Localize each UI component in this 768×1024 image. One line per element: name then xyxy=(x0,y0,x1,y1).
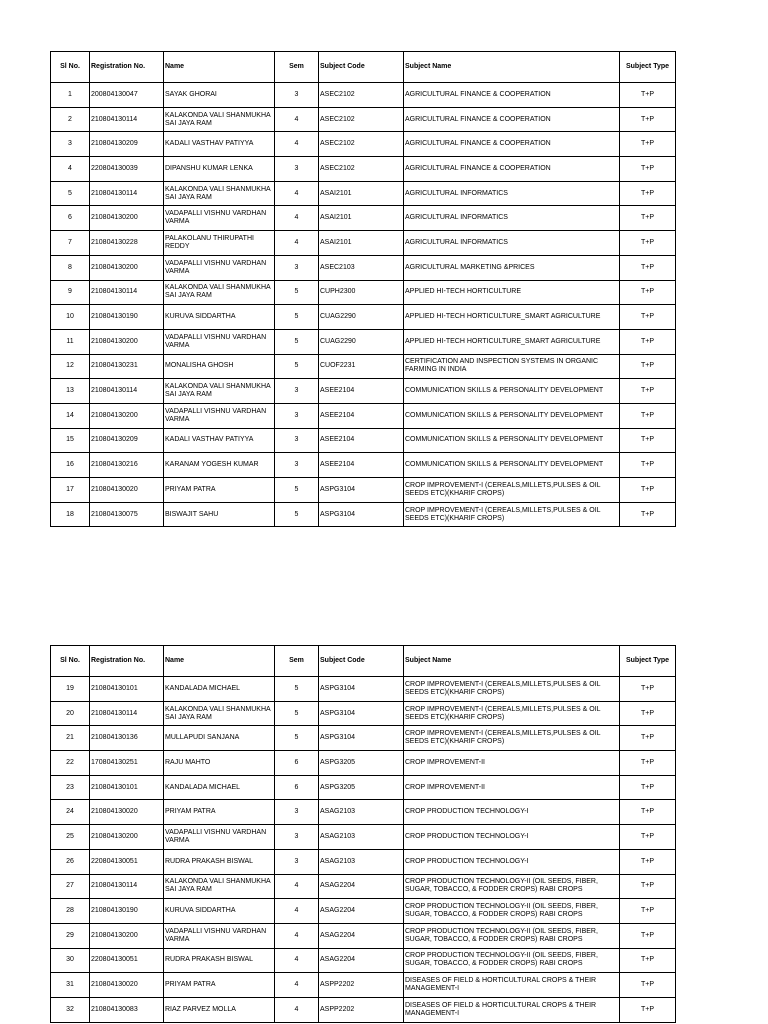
sl-no-cell: 6 xyxy=(51,206,90,231)
subject-type-cell: T+P xyxy=(620,677,676,702)
sem-cell: 6 xyxy=(275,751,319,776)
subject-code-cell: ASEE2104 xyxy=(319,403,404,428)
subject-name-cell: AGRICULTURAL FINANCE & COOPERATION xyxy=(404,132,620,157)
table-row xyxy=(51,453,676,478)
table-row xyxy=(51,305,676,330)
sem-cell: 3 xyxy=(275,800,319,825)
name-cell: KURUVA SIDDARTHA xyxy=(164,305,275,330)
sem-cell: 3 xyxy=(275,453,319,478)
subject-code-cell: ASAI2101 xyxy=(319,231,404,256)
registration-no-cell: 210804130200 xyxy=(90,206,164,231)
sl-no-cell: 3 xyxy=(51,132,90,157)
subject-type-cell: T+P xyxy=(620,899,676,924)
name-cell: PALAKOLANU THIRUPATHI REDDY xyxy=(164,231,275,256)
sl-no-cell: 27 xyxy=(51,874,90,899)
subject-code-cell: ASEE2104 xyxy=(319,379,404,404)
sem-cell: 6 xyxy=(275,775,319,800)
name-cell: VADAPALLI VISHNU VARDHAN VARMA xyxy=(164,923,275,948)
table-row xyxy=(51,379,676,404)
subject-code-cell: ASEC2103 xyxy=(319,255,404,280)
registration-no-cell: 210804130190 xyxy=(90,899,164,924)
registration-table-1 xyxy=(50,51,676,527)
sl-no-cell: 15 xyxy=(51,428,90,453)
name-cell: BISWAJIT SAHU xyxy=(164,502,275,527)
registration-no-cell: 210804130075 xyxy=(90,502,164,527)
table-row xyxy=(51,280,676,305)
table-row xyxy=(51,329,676,354)
sl-no-cell: 1 xyxy=(51,83,90,108)
subject-code-cell: ASPG3104 xyxy=(319,726,404,751)
subject-code-cell: ASPG3205 xyxy=(319,775,404,800)
table-row xyxy=(51,83,676,108)
name-cell: MONALISHA GHOSH xyxy=(164,354,275,379)
subject-code-cell: ASEC2102 xyxy=(319,157,404,182)
registration-no-cell: 220804130051 xyxy=(90,948,164,973)
registration-no-cell: 210804130136 xyxy=(90,726,164,751)
subject-name-cell: CROP PRODUCTION TECHNOLOGY-I xyxy=(404,800,620,825)
name-cell: KALAKONDA VALI SHANMUKHA SAI JAYA RAM xyxy=(164,181,275,206)
registration-no-cell: 210804130020 xyxy=(90,478,164,503)
subject-type-cell: T+P xyxy=(620,973,676,998)
table-row xyxy=(51,206,676,231)
table-row xyxy=(51,874,676,899)
name-cell: KALAKONDA VALI SHANMUKHA SAI JAYA RAM xyxy=(164,701,275,726)
sl-no-cell: 16 xyxy=(51,453,90,478)
sl-no-header: Sl No. xyxy=(51,646,90,677)
table-row xyxy=(51,181,676,206)
table-row xyxy=(51,825,676,850)
subject-name-cell: APPLIED HI-TECH HORTICULTURE_SMART AGRICULTURE xyxy=(404,305,620,330)
subject-type-cell: T+P xyxy=(620,83,676,108)
subject-type-cell: T+P xyxy=(620,255,676,280)
table-row xyxy=(51,701,676,726)
sem-cell: 3 xyxy=(275,403,319,428)
subject-name-cell: CERTIFICATION AND INSPECTION SYSTEMS IN ORGANIC FARMING IN INDIA xyxy=(404,354,620,379)
sem-cell: 3 xyxy=(275,157,319,182)
sem-cell: 5 xyxy=(275,701,319,726)
subject-type-cell: T+P xyxy=(620,849,676,874)
name-cell: RUDRA PRAKASH BISWAL xyxy=(164,948,275,973)
registration-no-cell: 210804130114 xyxy=(90,701,164,726)
registration-no-cell: 210804130101 xyxy=(90,775,164,800)
subject-type-cell: T+P xyxy=(620,502,676,527)
table-row xyxy=(51,726,676,751)
subject-code-cell: ASEC2102 xyxy=(319,107,404,132)
sem-cell: 3 xyxy=(275,825,319,850)
registration-no-cell: 220804130039 xyxy=(90,157,164,182)
subject-name-cell: DISEASES OF FIELD & HORTICULTURAL CROPS & THEIR MANAGEMENT-I xyxy=(404,973,620,998)
table-row xyxy=(51,997,676,1022)
table-header-row xyxy=(51,646,676,677)
sem-cell: 3 xyxy=(275,83,319,108)
sl-no-cell: 5 xyxy=(51,181,90,206)
subject-type-cell: T+P xyxy=(620,478,676,503)
subject-type-cell: T+P xyxy=(620,775,676,800)
registration-no-cell: 210804130200 xyxy=(90,255,164,280)
table-row xyxy=(51,923,676,948)
subject-code-cell: ASEC2102 xyxy=(319,132,404,157)
sl-no-cell: 18 xyxy=(51,502,90,527)
subject-code-cell: ASAG2103 xyxy=(319,800,404,825)
subject-type-cell: T+P xyxy=(620,132,676,157)
name-cell: KURUVA SIDDARTHA xyxy=(164,899,275,924)
subject-code-cell: ASEE2104 xyxy=(319,453,404,478)
table-row xyxy=(51,478,676,503)
registration-no-header: Registration No. xyxy=(90,52,164,83)
subject-name-cell: CROP PRODUCTION TECHNOLOGY-II (OIL SEEDS, FIBER, SUGAR, TOBACCO, & FODDER CROPS) RABI CROPS xyxy=(404,899,620,924)
sl-no-cell: 12 xyxy=(51,354,90,379)
registration-no-cell: 210804130114 xyxy=(90,874,164,899)
sl-no-cell: 14 xyxy=(51,403,90,428)
sem-cell: 4 xyxy=(275,874,319,899)
subject-name-cell: COMMUNICATION SKILLS & PERSONALITY DEVELOPMENT xyxy=(404,428,620,453)
subject-code-cell: ASAG2204 xyxy=(319,948,404,973)
subject-code-cell: ASPP2202 xyxy=(319,973,404,998)
table-row xyxy=(51,502,676,527)
name-cell: VADAPALLI VISHNU VARDHAN VARMA xyxy=(164,825,275,850)
subject-type-cell: T+P xyxy=(620,800,676,825)
registration-no-cell: 210804130114 xyxy=(90,107,164,132)
subject-name-cell: AGRICULTURAL FINANCE & COOPERATION xyxy=(404,83,620,108)
registration-no-cell: 210804130020 xyxy=(90,800,164,825)
registration-no-cell: 210804130200 xyxy=(90,923,164,948)
sem-cell: 3 xyxy=(275,428,319,453)
sl-no-cell: 19 xyxy=(51,677,90,702)
subject-name-cell: CROP IMPROVEMENT-I (CEREALS,MILLETS,PULSES & OIL SEEDS ETC)(KHARIF CROPS) xyxy=(404,502,620,527)
sl-no-cell: 13 xyxy=(51,379,90,404)
name-cell: VADAPALLI VISHNU VARDHAN VARMA xyxy=(164,403,275,428)
name-cell: RUDRA PRAKASH BISWAL xyxy=(164,849,275,874)
name-cell: PRIYAM PATRA xyxy=(164,478,275,503)
subject-code-header: Subject Code xyxy=(319,52,404,83)
sem-cell: 4 xyxy=(275,132,319,157)
table-row xyxy=(51,677,676,702)
subject-name-cell: AGRICULTURAL INFORMATICS xyxy=(404,231,620,256)
sl-no-cell: 30 xyxy=(51,948,90,973)
name-cell: PRIYAM PATRA xyxy=(164,800,275,825)
name-cell: KADALI VASTHAV PATIYYA xyxy=(164,428,275,453)
table-row xyxy=(51,899,676,924)
table-row xyxy=(51,157,676,182)
sem-cell: 5 xyxy=(275,305,319,330)
subject-type-cell: T+P xyxy=(620,329,676,354)
subject-type-cell: T+P xyxy=(620,305,676,330)
sl-no-cell: 31 xyxy=(51,973,90,998)
name-cell: MULLAPUDI SANJANA xyxy=(164,726,275,751)
registration-no-cell: 210804130209 xyxy=(90,132,164,157)
subject-name-cell: AGRICULTURAL FINANCE & COOPERATION xyxy=(404,157,620,182)
sem-cell: 4 xyxy=(275,997,319,1022)
subject-type-header: Subject Type xyxy=(620,646,676,677)
table-row xyxy=(51,354,676,379)
subject-type-cell: T+P xyxy=(620,280,676,305)
subject-code-cell: CUAG2290 xyxy=(319,305,404,330)
subject-type-cell: T+P xyxy=(620,231,676,256)
subject-type-cell: T+P xyxy=(620,997,676,1022)
subject-code-cell: ASAI2101 xyxy=(319,206,404,231)
subject-code-cell: ASPP2202 xyxy=(319,997,404,1022)
sem-header: Sem xyxy=(275,646,319,677)
sem-cell: 4 xyxy=(275,181,319,206)
subject-type-cell: T+P xyxy=(620,403,676,428)
table-row xyxy=(51,255,676,280)
sl-no-cell: 25 xyxy=(51,825,90,850)
registration-table-2 xyxy=(50,645,676,1023)
table-row xyxy=(51,775,676,800)
table-row xyxy=(51,973,676,998)
table-row xyxy=(51,107,676,132)
subject-code-cell: ASAG2103 xyxy=(319,849,404,874)
sl-no-cell: 29 xyxy=(51,923,90,948)
subject-name-cell: CROP IMPROVEMENT-I (CEREALS,MILLETS,PULSES & OIL SEEDS ETC)(KHARIF CROPS) xyxy=(404,677,620,702)
registration-no-header: Registration No. xyxy=(90,646,164,677)
subject-name-cell: APPLIED HI-TECH HORTICULTURE_SMART AGRICULTURE xyxy=(404,329,620,354)
subject-code-header: Subject Code xyxy=(319,646,404,677)
subject-code-cell: ASPG3104 xyxy=(319,502,404,527)
subject-type-cell: T+P xyxy=(620,923,676,948)
sl-no-cell: 10 xyxy=(51,305,90,330)
registration-no-cell: 210804130200 xyxy=(90,825,164,850)
sem-cell: 5 xyxy=(275,478,319,503)
subject-name-cell: CROP IMPROVEMENT-II xyxy=(404,751,620,776)
sl-no-cell: 24 xyxy=(51,800,90,825)
registration-no-cell: 210804130209 xyxy=(90,428,164,453)
subject-name-cell: COMMUNICATION SKILLS & PERSONALITY DEVELOPMENT xyxy=(404,453,620,478)
subject-type-header: Subject Type xyxy=(620,52,676,83)
table-row xyxy=(51,948,676,973)
table-row xyxy=(51,231,676,256)
sl-no-cell: 4 xyxy=(51,157,90,182)
subject-code-cell: ASPG3104 xyxy=(319,478,404,503)
subject-type-cell: T+P xyxy=(620,206,676,231)
subject-code-cell: ASAI2101 xyxy=(319,181,404,206)
sl-no-cell: 21 xyxy=(51,726,90,751)
name-cell: SAYAK GHORAI xyxy=(164,83,275,108)
sem-cell: 4 xyxy=(275,948,319,973)
sem-cell: 3 xyxy=(275,255,319,280)
subject-code-cell: ASPG3104 xyxy=(319,701,404,726)
name-cell: DIPANSHU KUMAR LENKA xyxy=(164,157,275,182)
sl-no-cell: 2 xyxy=(51,107,90,132)
subject-code-cell: ASPG3104 xyxy=(319,677,404,702)
registration-no-cell: 210804130216 xyxy=(90,453,164,478)
name-cell: VADAPALLI VISHNU VARDHAN VARMA xyxy=(164,255,275,280)
registration-no-cell: 210804130114 xyxy=(90,280,164,305)
subject-code-cell: CUOF2231 xyxy=(319,354,404,379)
name-cell: VADAPALLI VISHNU VARDHAN VARMA xyxy=(164,329,275,354)
sem-cell: 3 xyxy=(275,849,319,874)
subject-name-cell: AGRICULTURAL MARKETING &PRICES xyxy=(404,255,620,280)
name-cell: KALAKONDA VALI SHANMUKHA SAI JAYA RAM xyxy=(164,280,275,305)
sem-cell: 3 xyxy=(275,379,319,404)
registration-no-cell: 210804130231 xyxy=(90,354,164,379)
subject-name-cell: COMMUNICATION SKILLS & PERSONALITY DEVELOPMENT xyxy=(404,379,620,404)
subject-name-cell: AGRICULTURAL INFORMATICS xyxy=(404,181,620,206)
subject-type-cell: T+P xyxy=(620,874,676,899)
subject-type-cell: T+P xyxy=(620,825,676,850)
registration-no-cell: 220804130051 xyxy=(90,849,164,874)
table-row xyxy=(51,849,676,874)
table-row xyxy=(51,403,676,428)
subject-code-cell: ASPG3205 xyxy=(319,751,404,776)
table-row xyxy=(51,800,676,825)
sem-cell: 5 xyxy=(275,726,319,751)
sem-cell: 4 xyxy=(275,107,319,132)
sl-no-cell: 9 xyxy=(51,280,90,305)
subject-code-cell: CUPH2300 xyxy=(319,280,404,305)
subject-name-cell: CROP PRODUCTION TECHNOLOGY-II (OIL SEEDS, FIBER, SUGAR, TOBACCO, & FODDER CROPS) RABI CROPS xyxy=(404,923,620,948)
sl-no-cell: 28 xyxy=(51,899,90,924)
sem-cell: 4 xyxy=(275,231,319,256)
subject-code-cell: ASEE2104 xyxy=(319,428,404,453)
sl-no-cell: 26 xyxy=(51,849,90,874)
table-body xyxy=(51,677,676,1023)
name-cell: KARANAM YOGESH KUMAR xyxy=(164,453,275,478)
name-cell: KADALI VASTHAV PATIYYA xyxy=(164,132,275,157)
subject-name-cell: AGRICULTURAL FINANCE & COOPERATION xyxy=(404,107,620,132)
sl-no-cell: 8 xyxy=(51,255,90,280)
subject-code-cell: CUAG2290 xyxy=(319,329,404,354)
subject-name-cell: CROP PRODUCTION TECHNOLOGY-I xyxy=(404,825,620,850)
subject-code-cell: ASAG2204 xyxy=(319,874,404,899)
name-cell: KALAKONDA VALI SHANMUKHA SAI JAYA RAM xyxy=(164,874,275,899)
table-row xyxy=(51,751,676,776)
subject-name-cell: CROP PRODUCTION TECHNOLOGY-II (OIL SEEDS, FIBER, SUGAR, TOBACCO, & FODDER CROPS) RABI CROPS xyxy=(404,948,620,973)
name-header: Name xyxy=(164,52,275,83)
name-cell: VADAPALLI VISHNU VARDHAN VARMA xyxy=(164,206,275,231)
registration-no-cell: 170804130251 xyxy=(90,751,164,776)
sem-header: Sem xyxy=(275,52,319,83)
sem-cell: 5 xyxy=(275,677,319,702)
registration-no-cell: 210804130114 xyxy=(90,181,164,206)
subject-name-cell: CROP IMPROVEMENT-I (CEREALS,MILLETS,PULSES & OIL SEEDS ETC)(KHARIF CROPS) xyxy=(404,726,620,751)
subject-type-cell: T+P xyxy=(620,948,676,973)
sl-no-cell: 23 xyxy=(51,775,90,800)
sem-cell: 5 xyxy=(275,280,319,305)
sl-no-cell: 17 xyxy=(51,478,90,503)
subject-type-cell: T+P xyxy=(620,701,676,726)
subject-name-cell: CROP IMPROVEMENT-I (CEREALS,MILLETS,PULSES & OIL SEEDS ETC)(KHARIF CROPS) xyxy=(404,478,620,503)
subject-name-cell: DISEASES OF FIELD & HORTICULTURAL CROPS & THEIR MANAGEMENT-I xyxy=(404,997,620,1022)
name-cell: RAJU MAHTO xyxy=(164,751,275,776)
name-cell: KANDALADA MICHAEL xyxy=(164,677,275,702)
registration-no-cell: 210804130228 xyxy=(90,231,164,256)
subject-type-cell: T+P xyxy=(620,453,676,478)
sl-no-header: Sl No. xyxy=(51,52,90,83)
subject-type-cell: T+P xyxy=(620,428,676,453)
sl-no-cell: 20 xyxy=(51,701,90,726)
subject-name-cell: APPLIED HI-TECH HORTICULTURE xyxy=(404,280,620,305)
sem-cell: 4 xyxy=(275,899,319,924)
registration-no-cell: 210804130190 xyxy=(90,305,164,330)
sem-cell: 4 xyxy=(275,206,319,231)
sl-no-cell: 7 xyxy=(51,231,90,256)
subject-name-header: Subject Name xyxy=(404,646,620,677)
table-row xyxy=(51,132,676,157)
subject-code-cell: ASEC2102 xyxy=(319,83,404,108)
subject-name-cell: AGRICULTURAL INFORMATICS xyxy=(404,206,620,231)
table-body xyxy=(51,83,676,527)
name-cell: KALAKONDA VALI SHANMUKHA SAI JAYA RAM xyxy=(164,379,275,404)
table-header-row xyxy=(51,52,676,83)
name-cell: KALAKONDA VALI SHANMUKHA SAI JAYA RAM xyxy=(164,107,275,132)
subject-type-cell: T+P xyxy=(620,157,676,182)
registration-no-cell: 210804130101 xyxy=(90,677,164,702)
sl-no-cell: 11 xyxy=(51,329,90,354)
subject-code-cell: ASAG2103 xyxy=(319,825,404,850)
subject-name-cell: CROP PRODUCTION TECHNOLOGY-II (OIL SEEDS, FIBER, SUGAR, TOBACCO, & FODDER CROPS) RABI CROPS xyxy=(404,874,620,899)
sl-no-cell: 22 xyxy=(51,751,90,776)
registration-no-cell: 210804130200 xyxy=(90,329,164,354)
name-cell: KANDALADA MICHAEL xyxy=(164,775,275,800)
registration-no-cell: 210804130114 xyxy=(90,379,164,404)
subject-code-cell: ASAG2204 xyxy=(319,899,404,924)
subject-type-cell: T+P xyxy=(620,751,676,776)
sem-cell: 5 xyxy=(275,502,319,527)
subject-type-cell: T+P xyxy=(620,379,676,404)
sem-cell: 5 xyxy=(275,329,319,354)
registration-no-cell: 210804130020 xyxy=(90,973,164,998)
subject-type-cell: T+P xyxy=(620,107,676,132)
subject-type-cell: T+P xyxy=(620,354,676,379)
registration-no-cell: 210804130200 xyxy=(90,403,164,428)
registration-no-cell: 200804130047 xyxy=(90,83,164,108)
sem-cell: 4 xyxy=(275,973,319,998)
subject-name-header: Subject Name xyxy=(404,52,620,83)
subject-type-cell: T+P xyxy=(620,181,676,206)
subject-name-cell: COMMUNICATION SKILLS & PERSONALITY DEVELOPMENT xyxy=(404,403,620,428)
subject-type-cell: T+P xyxy=(620,726,676,751)
name-cell: PRIYAM PATRA xyxy=(164,973,275,998)
name-cell: RIAZ PARVEZ MOLLA xyxy=(164,997,275,1022)
registration-no-cell: 210804130083 xyxy=(90,997,164,1022)
sem-cell: 5 xyxy=(275,354,319,379)
subject-name-cell: CROP PRODUCTION TECHNOLOGY-I xyxy=(404,849,620,874)
name-header: Name xyxy=(164,646,275,677)
table-row xyxy=(51,428,676,453)
subject-name-cell: CROP IMPROVEMENT-II xyxy=(404,775,620,800)
sem-cell: 4 xyxy=(275,923,319,948)
subject-code-cell: ASAG2204 xyxy=(319,923,404,948)
subject-name-cell: CROP IMPROVEMENT-I (CEREALS,MILLETS,PULSES & OIL SEEDS ETC)(KHARIF CROPS) xyxy=(404,701,620,726)
sl-no-cell: 32 xyxy=(51,997,90,1022)
